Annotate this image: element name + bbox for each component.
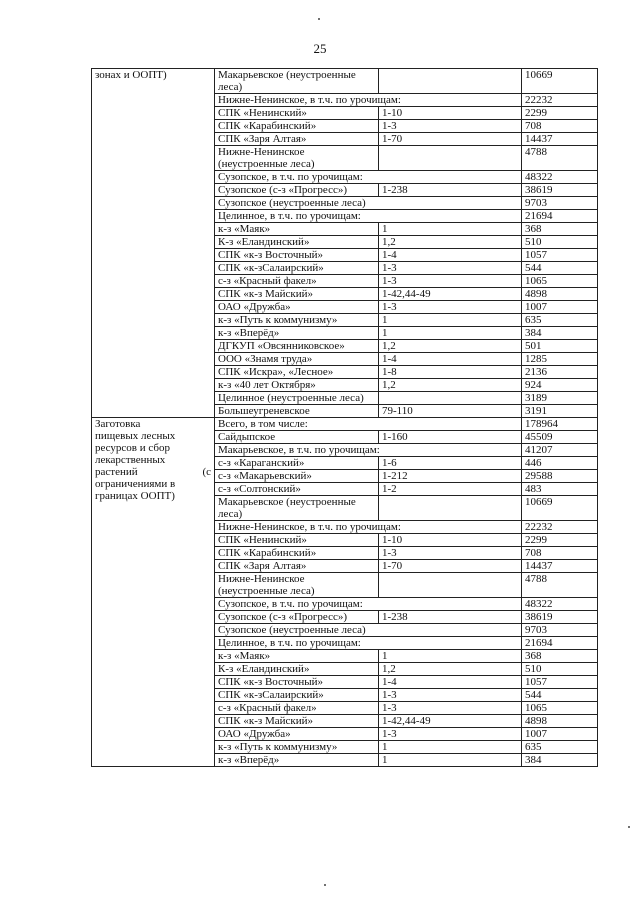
quarters-cell: 1-3 — [379, 120, 522, 133]
area-cell: 1007 — [522, 728, 598, 741]
tract-name-cell: Макарьевское (неустроенные леса) — [215, 496, 379, 521]
area-cell: 1007 — [522, 301, 598, 314]
category-line: Заготовка — [95, 418, 141, 430]
area-cell: 368 — [522, 650, 598, 663]
tract-name-cell: СПК «Ненинский» — [215, 107, 379, 120]
quarters-cell: 1-70 — [379, 560, 522, 573]
area-cell: 708 — [522, 547, 598, 560]
tract-name-cell: Нижне-Ненинское (неустроенные леса) — [215, 573, 379, 598]
category-line: ограничениями в — [95, 478, 176, 490]
area-cell: 2136 — [522, 366, 598, 379]
tract-name-cell: Макарьевское (неустроенные леса) — [215, 69, 379, 94]
area-cell: 924 — [522, 379, 598, 392]
page-number: 25 — [313, 41, 327, 56]
area-cell: 22232 — [522, 521, 598, 534]
area-cell: 10669 — [522, 496, 598, 521]
area-cell: 544 — [522, 689, 598, 702]
quarters-cell — [379, 392, 522, 405]
category-line: ресурсов и сбор — [95, 442, 170, 454]
tract-name-cell: СПК «к-зСалаирский» — [215, 689, 379, 702]
area-cell: 384 — [522, 754, 598, 767]
tract-name-cell: Сузопское (неустроенные леса) — [215, 197, 522, 210]
tract-name-cell: Нижне-Ненинское, в т.ч. по урочищам: — [215, 521, 522, 534]
category-line: зонах и ООПТ) — [95, 69, 167, 81]
quarters-cell — [379, 146, 522, 171]
tract-name-cell: ОАО «Дружба» — [215, 301, 379, 314]
area-cell: 4788 — [522, 573, 598, 598]
area-cell: 1065 — [522, 275, 598, 288]
scan-mark — [628, 826, 630, 828]
tract-name-cell: к-з «Маяк» — [215, 223, 379, 236]
scan-mark — [318, 18, 320, 20]
tract-name-cell: к-з «Маяк» — [215, 650, 379, 663]
quarters-cell: 1-3 — [379, 689, 522, 702]
area-cell: 14437 — [522, 133, 598, 146]
forest-table — [91, 68, 598, 767]
quarters-cell: 1-70 — [379, 133, 522, 146]
tract-name-cell: с-з «Солтонский» — [215, 483, 379, 496]
tract-name-cell: к-з «Вперёд» — [215, 754, 379, 767]
area-cell: 4788 — [522, 146, 598, 171]
area-cell: 446 — [522, 457, 598, 470]
quarters-cell: 1-10 — [379, 107, 522, 120]
tract-name-cell: с-з «Красный факел» — [215, 275, 379, 288]
quarters-cell: 1 — [379, 314, 522, 327]
quarters-cell — [379, 496, 522, 521]
category-cell — [92, 69, 215, 418]
tract-name-cell: Сузопское (с-з «Прогресс») — [215, 611, 379, 624]
tract-name-cell: ДГКУП «Овсянниковское» — [215, 340, 379, 353]
quarters-cell: 1 — [379, 223, 522, 236]
area-cell: 635 — [522, 314, 598, 327]
tract-name-cell: Целинное, в т.ч. по урочищам: — [215, 210, 522, 223]
area-cell: 3191 — [522, 405, 598, 418]
quarters-cell: 1-6 — [379, 457, 522, 470]
area-cell: 21694 — [522, 637, 598, 650]
quarters-cell: 1,2 — [379, 340, 522, 353]
area-cell: 1065 — [522, 702, 598, 715]
tract-name-cell: к-з «Путь к коммунизму» — [215, 314, 379, 327]
tract-name-cell: с-з «Макарьевский» — [215, 470, 379, 483]
quarters-cell: 1,2 — [379, 379, 522, 392]
area-cell: 368 — [522, 223, 598, 236]
quarters-cell: 1-212 — [379, 470, 522, 483]
area-cell: 1285 — [522, 353, 598, 366]
area-cell: 29588 — [522, 470, 598, 483]
area-cell: 384 — [522, 327, 598, 340]
area-cell: 1057 — [522, 676, 598, 689]
tract-name-cell: к-з «Вперёд» — [215, 327, 379, 340]
area-cell: 2299 — [522, 534, 598, 547]
quarters-cell: 1-42,44-49 — [379, 288, 522, 301]
tract-name-cell: СПК «Карабинский» — [215, 120, 379, 133]
tract-name-cell: СПК «к-з Восточный» — [215, 249, 379, 262]
tract-name-cell: с-з «Караганский» — [215, 457, 379, 470]
tract-name-cell: СПК «Карабинский» — [215, 547, 379, 560]
tract-name-cell: к-з «Путь к коммунизму» — [215, 741, 379, 754]
area-cell: 635 — [522, 741, 598, 754]
area-cell: 38619 — [522, 611, 598, 624]
quarters-cell: 1-10 — [379, 534, 522, 547]
tract-name-cell: Сайдыпское — [215, 431, 379, 444]
category-line: растений (с — [95, 466, 211, 478]
tract-name-cell: СПК «к-зСалаирский» — [215, 262, 379, 275]
quarters-cell: 1-2 — [379, 483, 522, 496]
quarters-cell — [379, 573, 522, 598]
quarters-cell: 1 — [379, 650, 522, 663]
area-cell: 1057 — [522, 249, 598, 262]
quarters-cell: 1-3 — [379, 275, 522, 288]
category-line: границах ООПТ) — [95, 490, 175, 502]
area-cell: 10669 — [522, 69, 598, 94]
tract-name-cell: СПК «к-з Майский» — [215, 288, 379, 301]
quarters-cell: 1 — [379, 754, 522, 767]
area-cell: 38619 — [522, 184, 598, 197]
quarters-cell: 1-238 — [379, 184, 522, 197]
area-cell: 4898 — [522, 715, 598, 728]
table-row — [92, 69, 598, 94]
area-cell: 22232 — [522, 94, 598, 107]
tract-name-cell: СПК «Заря Алтая» — [215, 560, 379, 573]
quarters-cell: 1,2 — [379, 663, 522, 676]
quarters-cell: 1-238 — [379, 611, 522, 624]
tract-name-cell: СПК «Искра», «Лесное» — [215, 366, 379, 379]
tract-name-cell: СПК «Заря Алтая» — [215, 133, 379, 146]
area-cell: 9703 — [522, 197, 598, 210]
area-cell: 178964 — [522, 418, 598, 431]
table-row — [92, 418, 598, 431]
category-cell — [92, 418, 215, 767]
area-cell: 501 — [522, 340, 598, 353]
area-cell: 41207 — [522, 444, 598, 457]
tract-name-cell: Нижне-Ненинское (неустроенные леса) — [215, 146, 379, 171]
quarters-cell: 1,2 — [379, 236, 522, 249]
area-cell: 483 — [522, 483, 598, 496]
area-cell: 510 — [522, 236, 598, 249]
quarters-cell: 79-110 — [379, 405, 522, 418]
quarters-cell: 1-4 — [379, 249, 522, 262]
tract-name-cell: Сузопское (неустроенные леса) — [215, 624, 522, 637]
quarters-cell: 1-3 — [379, 547, 522, 560]
tract-name-cell: ООО «Знамя труда» — [215, 353, 379, 366]
quarters-cell: 1 — [379, 741, 522, 754]
tract-name-cell: к-з «40 лет Октября» — [215, 379, 379, 392]
area-cell: 708 — [522, 120, 598, 133]
tract-name-cell: Сузопское, в т.ч. по урочищам: — [215, 598, 522, 611]
tract-name-cell: Целинное, в т.ч. по урочищам: — [215, 637, 522, 650]
tract-name-cell: Большеугреневское — [215, 405, 379, 418]
quarters-cell: 1-3 — [379, 301, 522, 314]
scan-mark — [324, 884, 326, 886]
area-cell: 9703 — [522, 624, 598, 637]
tract-name-cell: ОАО «Дружба» — [215, 728, 379, 741]
area-cell: 21694 — [522, 210, 598, 223]
quarters-cell: 1-160 — [379, 431, 522, 444]
area-cell: 510 — [522, 663, 598, 676]
area-cell: 4898 — [522, 288, 598, 301]
quarters-cell: 1-42,44-49 — [379, 715, 522, 728]
tract-name-cell: СПК «к-з Восточный» — [215, 676, 379, 689]
quarters-cell: 1 — [379, 327, 522, 340]
tract-name-cell: К-з «Еландинский» — [215, 663, 379, 676]
tract-name-cell: Сузопское (с-з «Прогресс») — [215, 184, 379, 197]
area-cell: 45509 — [522, 431, 598, 444]
tract-name-cell: Макарьевское, в т.ч. по урочищам: — [215, 444, 522, 457]
quarters-cell: 1-3 — [379, 702, 522, 715]
quarters-cell — [379, 69, 522, 94]
quarters-cell: 1-3 — [379, 728, 522, 741]
area-cell: 14437 — [522, 560, 598, 573]
area-cell: 48322 — [522, 171, 598, 184]
tract-name-cell: К-з «Еландинский» — [215, 236, 379, 249]
tract-name-cell: Целинное (неустроенные леса) — [215, 392, 379, 405]
area-cell: 544 — [522, 262, 598, 275]
tract-name-cell: СПК «к-з Майский» — [215, 715, 379, 728]
tract-name-cell: Нижне-Ненинское, в т.ч. по урочищам: — [215, 94, 522, 107]
category-line: пищевых лесных — [95, 430, 176, 442]
quarters-cell: 1-4 — [379, 353, 522, 366]
quarters-cell: 1-4 — [379, 676, 522, 689]
tract-name-cell: СПК «Ненинский» — [215, 534, 379, 547]
tract-name-cell: Всего, в том числе: — [215, 418, 522, 431]
area-cell: 3189 — [522, 392, 598, 405]
category-line: лекарственных — [95, 454, 166, 466]
quarters-cell: 1-8 — [379, 366, 522, 379]
area-cell: 2299 — [522, 107, 598, 120]
area-cell: 48322 — [522, 598, 598, 611]
tract-name-cell: Сузопское, в т.ч. по урочищам: — [215, 171, 522, 184]
quarters-cell: 1-3 — [379, 262, 522, 275]
tract-name-cell: с-з «Красный факел» — [215, 702, 379, 715]
